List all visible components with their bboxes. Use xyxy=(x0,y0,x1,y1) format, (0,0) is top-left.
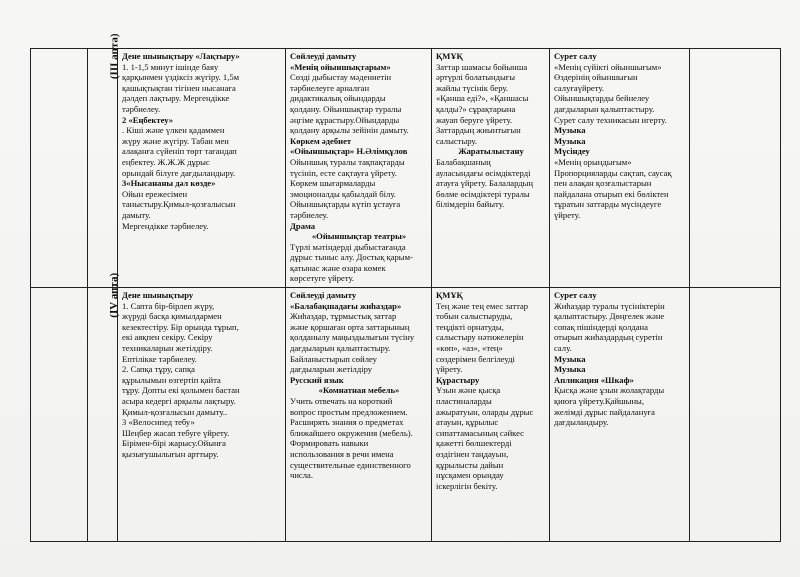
text-line: үйрету. xyxy=(436,364,463,375)
text-line: «Қанша еді?», «Қаншасы xyxy=(436,93,529,104)
text-line: жүру және жүгіру. Табан мен xyxy=(122,135,229,146)
text-line: 1. 1-1,5 минут ішінде баяу xyxy=(122,61,219,72)
text-line: Жиһаздар туралы түсініктерін xyxy=(554,300,665,311)
section-heading: Сөйлеуді дамыту xyxy=(290,51,357,61)
text-line: пластиналарды xyxy=(436,395,492,406)
text-line: салыстыру. xyxy=(436,135,477,146)
activity-col-speech xyxy=(286,288,432,542)
text-line: нұсқамен орындау xyxy=(436,470,504,481)
section-heading: «Менің ойыншықтарым» xyxy=(290,61,391,72)
text-line: атауын, құрылыс xyxy=(436,417,499,428)
text-line: тәрбиелеу. xyxy=(122,103,161,114)
text-line: қолданылу маңыздылығын түсіну xyxy=(290,332,415,343)
week-label: (III апта) xyxy=(108,33,121,80)
section-heading: Драма xyxy=(290,220,316,231)
text-line: Байланыстырып сөйлеу xyxy=(290,353,377,364)
text-line: дидактикалық ойындарды xyxy=(290,93,386,104)
text-line: орындай білуге дағдыландыру. xyxy=(122,167,236,178)
text-line: салу. xyxy=(554,342,572,353)
text-line: вопрос простым предложением. xyxy=(290,406,408,417)
weekly-plan-table xyxy=(30,33,781,542)
text-line: қалыптастыру. Дөңгелек және xyxy=(554,311,665,322)
text-line: дағдыландыру. xyxy=(554,417,609,428)
text-line: қиюға үйрету.Қайшыны, xyxy=(554,395,644,406)
text-line: Ептілікке тәрбиелеу. xyxy=(122,353,197,364)
text-line: отырып жиһаздардың суретін xyxy=(554,332,663,343)
text-line: «Менің орындығым» xyxy=(554,156,632,167)
section-heading: Апликация «Шкаф» xyxy=(554,374,634,385)
text-line: Сурет салу техникасын игерту. xyxy=(554,114,667,125)
section-heading: Жаратылыстану xyxy=(458,146,524,157)
text-line: Қысқа және ұзын жолақтарды xyxy=(554,385,665,396)
text-line: қарқынмен үздіксіз жүгіру. 1,5м xyxy=(122,72,240,83)
activity-col-physical xyxy=(118,49,286,288)
text-line: Көркем шығармаларды xyxy=(290,178,376,189)
text-line: пайдалана отырып екі бөліктен xyxy=(554,188,669,199)
text-line: Мергендікке тәрбиелеу. xyxy=(122,220,209,231)
section-heading: Көркем әдебиет xyxy=(290,135,352,146)
text-line: использования в речи имена xyxy=(290,448,394,459)
empty-cell xyxy=(31,49,88,288)
text-line: числа. xyxy=(290,470,313,481)
text-line: салуғаүйрету. xyxy=(554,82,604,93)
text-line: дағдыларын қалыптастыру. xyxy=(290,342,391,353)
text-line: жауап беруге үйрету. xyxy=(436,114,513,125)
text-line: бөлме өсімдіктері туралы xyxy=(436,188,530,199)
section-heading: Сурет салу xyxy=(554,290,597,300)
section-heading: Дене шынықтыру xyxy=(122,290,194,300)
text-line: қашықтықтан тігінен нысанаға xyxy=(122,82,236,93)
activity-col-math xyxy=(432,288,550,542)
text-line: дағдыларын қалыптастыру. xyxy=(554,103,655,114)
text-line: Балабақшаның xyxy=(436,156,491,167)
activity-col-art xyxy=(550,49,690,288)
text-line: Заттардың жиынтығын xyxy=(436,125,521,136)
text-line: тұру. Допты екі қолымен бастан xyxy=(122,385,240,396)
text-line: Бірімен-бірі жарысу.Ойынға xyxy=(122,438,226,449)
text-line: теңдікті орнатуды, xyxy=(436,321,504,332)
activity-col-physical xyxy=(118,288,286,542)
text-line: жайлы түсінік беру. xyxy=(436,82,508,93)
section-heading: Музыка xyxy=(554,125,586,136)
text-line: 2. Сапқа тұру, сапқа xyxy=(122,364,195,375)
week-row xyxy=(31,288,781,542)
text-line: Қимыл-қозғалысын дамыту.. xyxy=(122,406,228,417)
week-row xyxy=(31,49,781,288)
text-line: үйрету. xyxy=(554,209,581,220)
empty-cell xyxy=(31,288,88,542)
text-line: қолдану. Ойыншықтар туралы xyxy=(290,103,402,114)
text-line: сөздерімен белгілеуді xyxy=(436,353,515,364)
text-line: қалды?» сұрақтарына xyxy=(436,103,516,114)
section-heading: Сурет салу xyxy=(554,51,597,61)
text-line: тұратын заттарды мүсіндеуге xyxy=(554,199,662,210)
section-heading: 2 «Еңбектеу» xyxy=(122,114,174,125)
text-line: Түрлі мәтіндерді дыбыстағанда xyxy=(290,241,406,252)
text-line: Заттар шамасы бойынша xyxy=(436,61,528,72)
activity-col-art xyxy=(550,288,690,542)
section-heading: ҚМҰҚ xyxy=(436,290,463,300)
text-line: . Кіші және үлкен қадаммен xyxy=(122,125,225,136)
text-line: Сөзді дыбыстау мәдениетін xyxy=(290,72,392,83)
text-line: техникаларын жетілдіру. xyxy=(122,342,213,353)
text-line: түсініп, есте сақтауға үйрету. xyxy=(290,167,397,178)
text-line: атауға үйрету. Балалардың xyxy=(436,178,534,189)
text-line: құрылысты дайын xyxy=(436,459,504,470)
text-line: тәрбиелеуге арналған xyxy=(290,82,370,93)
text-line: салыстыру нәтижелерін xyxy=(436,332,524,343)
text-line: «Менің сүйікті ойыншығым» xyxy=(554,61,662,72)
text-line: 1. Сапта бір-бірлеп жүру, xyxy=(122,300,215,311)
text-line: екі аяқпен секіру. Секіру xyxy=(122,332,213,343)
text-line: Пропорцияларды сақтап, саусақ xyxy=(554,167,672,178)
text-line: сипаттамасының сәйкес xyxy=(436,427,524,438)
section-heading: «Балабақшадағы жиһаздар» xyxy=(290,300,402,311)
text-line: әңгіме құрастыру.Ойындарды xyxy=(290,114,400,125)
text-line: қатынас және өзара көмек xyxy=(290,262,386,273)
text-line: қызығушылығын арттыру. xyxy=(122,448,219,459)
text-line: Ойыншықтарды күтіп ұстауға xyxy=(290,199,401,210)
text-line: Формировать навыки xyxy=(290,438,369,449)
text-line: тәрбиелеу. xyxy=(290,209,329,220)
text-line: Учить отвечать на короткий xyxy=(290,395,393,406)
text-line: Ұзын және қысқа xyxy=(436,385,501,396)
week-label-cell xyxy=(88,33,121,288)
text-line: желімді дұрыс пайдалануға xyxy=(554,406,655,417)
section-heading: Сөйлеуді дамыту xyxy=(290,290,357,300)
text-line: Ойыншық туралы тақпақтарды xyxy=(290,156,405,167)
text-line: ближайшего окружения (мебель). xyxy=(290,427,413,438)
text-line: еңбектеу. Ж.Ж.Ж дұрыс xyxy=(122,156,210,167)
section-heading: ҚМҰҚ xyxy=(436,51,463,61)
activity-col-math xyxy=(432,49,550,288)
section-heading: Музыка xyxy=(554,353,586,364)
empty-cell xyxy=(690,49,781,288)
text-line: таныстыру.Қимыл-қозғалысын xyxy=(122,199,236,210)
section-heading: Мүсіндеу xyxy=(554,146,590,157)
text-line: дұрыс тыныс алу. Достық қарым- xyxy=(290,252,413,263)
text-line: және қоршаған орта заттарының xyxy=(290,321,410,332)
text-line: «көп», «аз», «тең» xyxy=(436,342,503,353)
section-heading: «Ойыншықтар» Н.Әлімқұлов xyxy=(290,146,408,157)
text-line: Жиһаздар, тұрмыстық заттар xyxy=(290,311,397,322)
text-line: жүруді басқа қимылдармен xyxy=(122,311,222,322)
text-line: алақанға сүйеніп төрт тағандап xyxy=(122,146,237,157)
text-line: сопақ пішіндерді қолдана xyxy=(554,321,648,332)
text-line: Тең және тең емес заттар xyxy=(436,300,529,311)
text-line: тобын салыстыруды, xyxy=(436,311,513,322)
text-line: Ойыншықтарды бейнелеу xyxy=(554,93,650,104)
text-line: ауласындағы өсімдіктерді xyxy=(436,167,531,178)
section-heading: Құрастыру xyxy=(436,374,480,385)
text-line: қажетті бөлшектерді xyxy=(436,438,512,449)
text-line: 3 «Велосипед тебу» xyxy=(122,417,195,428)
activity-col-speech xyxy=(286,49,432,288)
text-line: пен алақан қозғалыстарын xyxy=(554,178,652,189)
section-heading: Музыка xyxy=(554,364,586,375)
text-line: существительные единственного xyxy=(290,459,411,470)
section-heading: «Комнатная мебель» xyxy=(318,385,400,396)
text-line: көрсетуге үйрету. xyxy=(290,273,355,284)
text-line: іскерлігін бекіту. xyxy=(436,480,498,491)
text-line: өздігінен таңдауын, xyxy=(436,448,509,459)
text-line: Расширять знания о предметах xyxy=(290,417,404,428)
text-line: ажыратуын, оларды дұрыс xyxy=(436,406,534,417)
text-line: білімдерін байыту. xyxy=(436,199,505,210)
section-heading: Русский язык xyxy=(290,374,344,385)
text-line: Шеңбер жасап тебуге үйрету. xyxy=(122,427,230,438)
text-line: Өздерінің ойыншығын xyxy=(554,72,638,83)
text-line: құрылымын өзгертіп қайта xyxy=(122,374,221,385)
section-heading: «Ойыншықтар театры» xyxy=(311,231,407,242)
text-line: дағдыларын жетілдіру xyxy=(290,364,373,375)
empty-cell xyxy=(690,288,781,542)
text-line: дәлдеп лақтыру. Мергендікке xyxy=(122,93,230,104)
text-line: әртүрлі болатындығы xyxy=(436,72,516,83)
section-heading: Дене шынықтыру «Лақтыру» xyxy=(122,51,240,61)
week-label-cell xyxy=(88,272,121,542)
text-line: қолдану арқылы зейінін дамыту. xyxy=(290,125,409,136)
text-line: асыра кедергі арқылы лақтыру. xyxy=(122,395,236,406)
text-line: дамыту. xyxy=(122,209,151,220)
text-line: эмоционалды қабылдай білу. xyxy=(290,188,396,199)
week-label: (IV апта) xyxy=(108,272,121,318)
text-line: Ойын ережесімен xyxy=(122,188,188,199)
section-heading: 3«Нысананы дәл көзде» xyxy=(122,178,216,189)
text-line: кезектестіру. Бір орында тұрып, xyxy=(122,321,239,332)
section-heading: Музыка xyxy=(554,135,586,146)
